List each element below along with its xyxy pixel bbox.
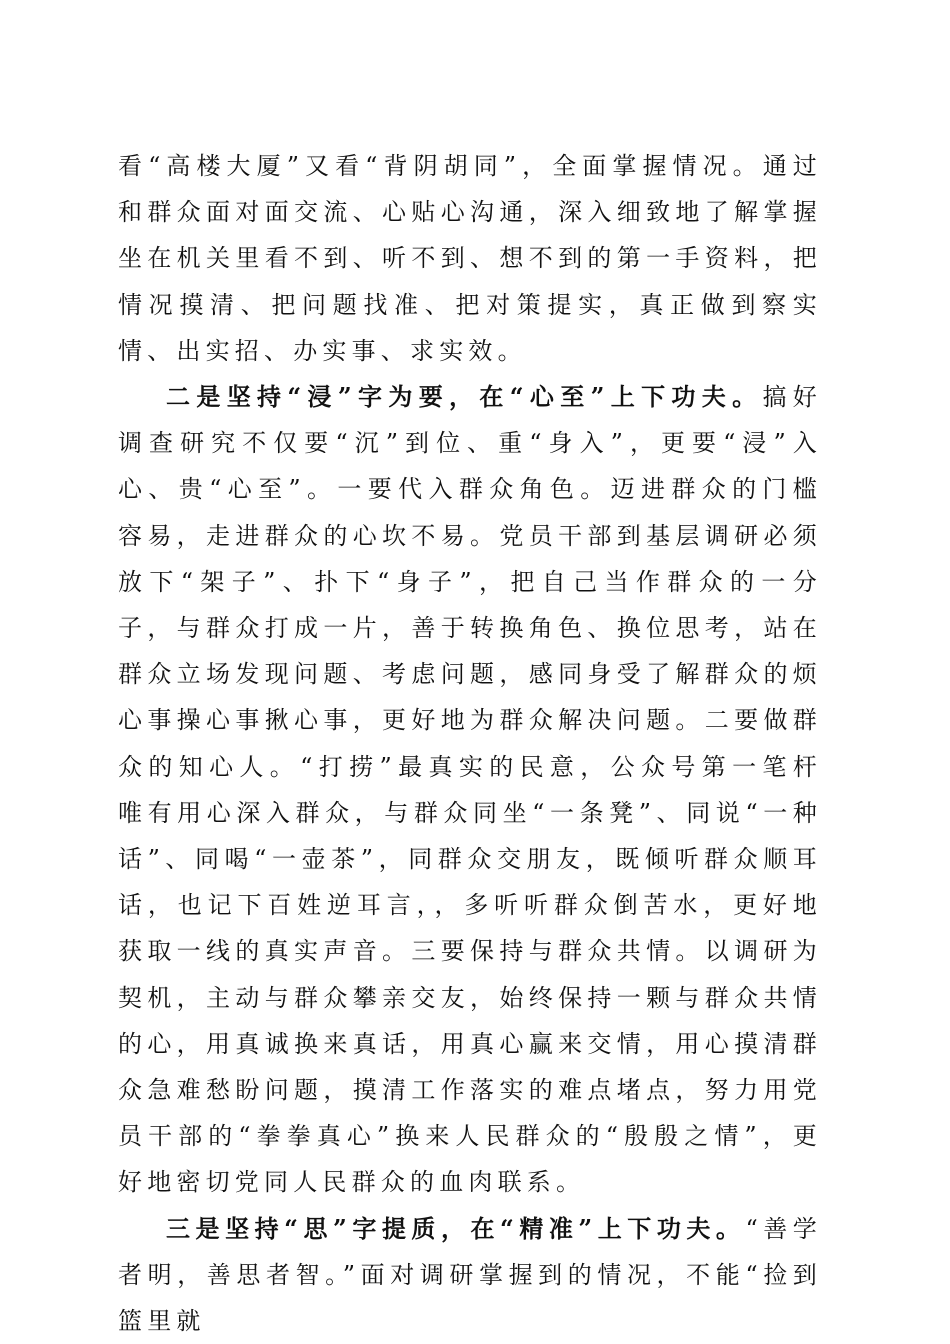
paragraph-3-heading: 三是坚持“思”字提质，在“精准”上下功夫。 (166, 1213, 746, 1243)
paragraph-3 (118, 1206, 822, 1344)
paragraph-2-heading: 二是坚持“浸”字为要，在“心至”上下功夫。 (166, 382, 763, 412)
paragraph-3-text: “善学者明，善思者智。”面对调研掌握到的情况，不能“捡到篮里就 (118, 1214, 822, 1336)
paragraph-1 (118, 143, 822, 374)
paragraph-1-text: 看“高楼大厦”又看“背阴胡同”，全面掌握情况。通过和群众面对面交流、心贴心沟通，深入细致地了解掌握坐在机关里看不到、听不到、想不到的第一手资料，把情况摸清、把问题找准、把对策提实，真正做到察实情、出实招、办实事、求实效。 (118, 152, 822, 365)
paragraph-2 (118, 374, 822, 1206)
paragraph-2-text: 搞好调查研究不仅要“沉”到位、重“身入”，更要“浸”入心、贵“心至”。一要代入群众角色。迈进群众的门槛容易，走进群众的心坎不易。党员干部到基层调研必须放下“架子”、扑下“身子”，把自己当作群众的一分子，与群众打成一片，善于转换角色、换位思考，站在群众立场发现问题、考虑问题，感同身受了解群众的烦心事操心事揪心事，更好地为群众解决问题。二要做群众的知心人。“打捞”最真实的民意，公众号第一笔杆唯有用心深入群众，与群众同坐“一条凳”、同说“一种话”、同喝“一壶茶”，同群众交朋友，既倾听群众顺耳话，也记下百姓逆耳言，，多听听群众倒苦水，更好地获取一线的真实声音。三要保持与群众共情。以调研为契机，主动与群众攀亲交友，始终保持一颗与群众共情的心，用真诚换来真话，用真心赢来交情，用心摸清群众急难愁盼问题，摸清工作落实的难点堵点，努力用党员干部的“拳拳真心”换来人民群众的“殷殷之情”，更好地密切党同人民群众的血肉联系。 (118, 383, 822, 1197)
